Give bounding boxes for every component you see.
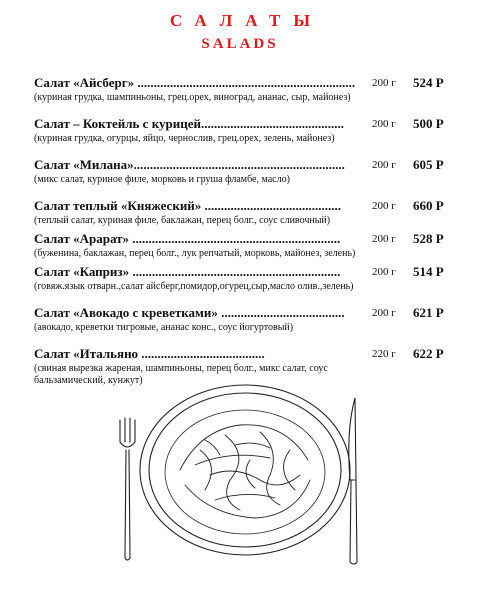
- menu-item: [34, 156, 454, 186]
- item-description: (буженина, баклажан, перец болг., лук репчатый, морковь, майонез, зелень): [34, 248, 356, 259]
- plate-illustration: [110, 380, 380, 570]
- item-weight: 220 г: [372, 348, 396, 360]
- item-weight: 200 г: [372, 266, 396, 278]
- item-weight: 200 г: [372, 307, 396, 319]
- menu-item: [34, 230, 454, 260]
- item-description: (свиная вырезка жареная, шампиньоны, перец болг., микс салат, соус бальзамический, кунжут): [34, 363, 328, 386]
- item-description: (куриная грудка, огурцы, яйцо, чернослив, грец.орех, зелень, майонез): [34, 133, 335, 144]
- item-name: Салат теплый «Княжеский» ..........................................: [34, 198, 342, 213]
- menu-header: [0, 10, 480, 53]
- item-price: 660 Р: [413, 198, 444, 213]
- section-title-en: SALADS: [201, 36, 279, 52]
- item-name: Салат «Итальяно ......................................: [34, 346, 265, 361]
- plate-icon: [140, 385, 350, 555]
- item-name: Салат «Милана».................................................................: [34, 157, 345, 172]
- item-weight: 200 г: [372, 77, 396, 89]
- item-weight: 200 г: [372, 118, 396, 130]
- fork-icon: [120, 418, 135, 560]
- item-price: 524 Р: [413, 75, 444, 90]
- item-weight: 200 г: [372, 200, 396, 212]
- item-price: 500 Р: [413, 116, 444, 131]
- item-description: (куриная грудка, шампиньоны, грец.орех, виноград, ананас, сыр, майонез): [34, 92, 351, 103]
- item-price: 621 Р: [413, 305, 444, 320]
- salad-list: [34, 74, 454, 387]
- item-name: Салат – Коктейль с курицей............................................: [34, 116, 344, 131]
- item-price: 514 Р: [413, 264, 444, 279]
- salad-sketch: [180, 425, 310, 518]
- item-weight: 200 г: [372, 233, 396, 245]
- item-description: (говяж.язык отварн.,салат айсберг,помидор,огурец,сыр,масло олив.,зелень): [34, 281, 354, 292]
- item-description: (авокадо, креветки тигровые, ананас конс., соус йогуртовый): [34, 322, 294, 333]
- knife-icon: [349, 398, 357, 564]
- item-weight: 200 г: [372, 159, 396, 171]
- item-description: (микс салат, куриное филе, морковь и груша фламбе, масло): [34, 174, 290, 185]
- item-description: (теплый салат, куриная филе, баклажан, перец болг., соус сливочный): [34, 215, 331, 226]
- item-name: Салат «Авокадо с креветками» ......................................: [34, 305, 345, 320]
- item-name: Салат «Айсберг» ...................................................................: [34, 75, 356, 90]
- item-name: Салат «Каприз» ................................................................: [34, 264, 341, 279]
- item-price: 622 Р: [413, 346, 444, 361]
- menu-item: [34, 115, 454, 145]
- menu-item: [34, 197, 454, 227]
- item-price: 605 Р: [413, 157, 444, 172]
- menu-item: [34, 263, 454, 293]
- menu-item: [34, 304, 454, 334]
- menu-item: [34, 74, 454, 104]
- section-title-ru: САЛАТЫ: [169, 11, 324, 30]
- item-price: 528 Р: [413, 231, 444, 246]
- item-name: Салат «Арарат» ................................................................: [34, 231, 341, 246]
